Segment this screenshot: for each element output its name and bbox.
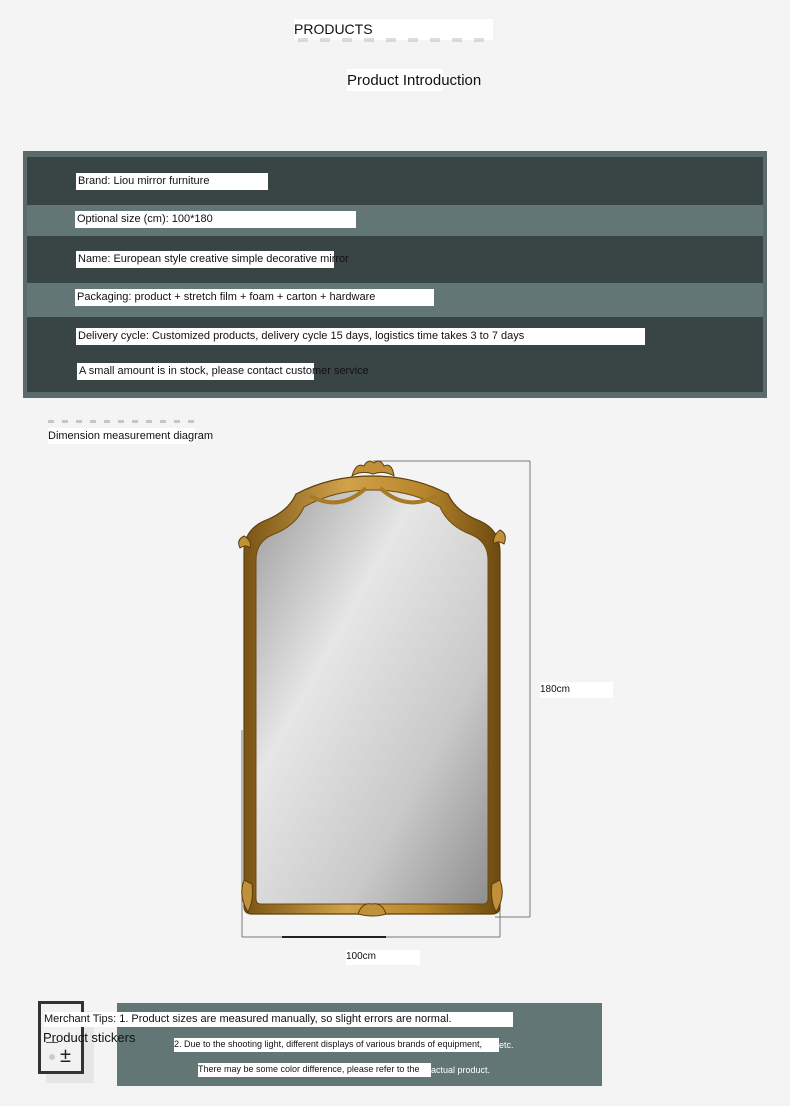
merchant-tip-line-1: Merchant Tips: 1. Product sizes are measured manually, so slight errors are normal. xyxy=(44,1012,513,1027)
intro-size: Optional size (cm): 100*180 xyxy=(75,211,356,228)
intro-brand: Brand: Liou mirror furniture xyxy=(76,173,268,190)
page-title: PRODUCTS xyxy=(294,19,493,40)
intro-name: Name: European style creative simple decorative mirror xyxy=(76,251,334,268)
merchant-tip-line-3: There may be some color difference, please refer to the xyxy=(198,1063,431,1077)
product-stickers-label: Product stickers xyxy=(43,1030,136,1045)
merchant-tip-line-3-tail: actual product. xyxy=(431,1065,491,1075)
merchant-tip-line-2-tail: etc. xyxy=(499,1040,514,1050)
intro-packaging: Packaging: product + stretch film + foam + carton + hardware xyxy=(75,289,434,306)
sticker-glyph-icon: ± xyxy=(60,1045,71,1067)
merchant-tip-line-2: 2. Due to the shooting light, different displays of various brands of equipment, xyxy=(174,1038,499,1052)
dimension-ghost-decoration xyxy=(48,420,198,423)
mirror-dimension-diagram xyxy=(230,452,540,944)
intro-delivery: Delivery cycle: Customized products, delivery cycle 15 days, logistics time takes 3 to 7 days xyxy=(76,328,645,345)
crest-ornament xyxy=(352,461,394,476)
sticker-dot-mark xyxy=(49,1054,55,1060)
section-subtitle: Product Introduction xyxy=(347,69,443,91)
intro-stock: A small amount is in stock, please contact customer service xyxy=(77,363,314,380)
height-measure-label: 180cm xyxy=(540,682,613,698)
width-measure-label: 100cm xyxy=(346,950,420,965)
dimension-heading: Dimension measurement diagram xyxy=(48,430,214,442)
right-scroll-ornament xyxy=(494,530,506,544)
title-ghost-decoration xyxy=(298,38,493,42)
mirror-glass xyxy=(256,490,488,904)
